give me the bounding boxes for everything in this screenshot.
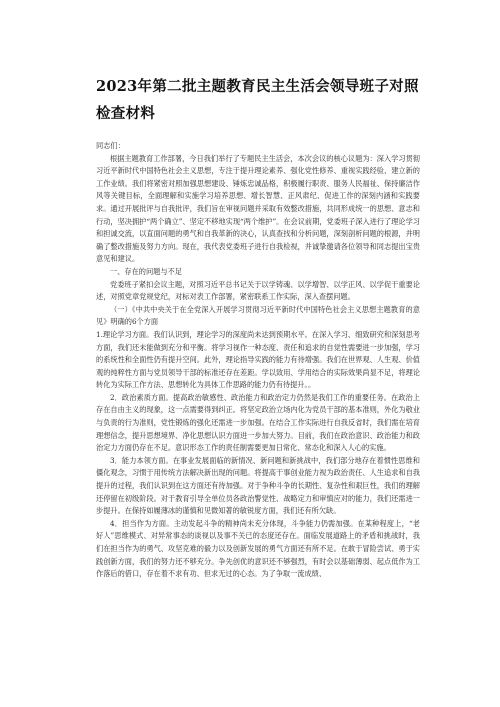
- paragraph-responsibility: 4．担当作为方面。主动发起斗争的精神尚未充分体现，斗争能力仍需加强。在某种程度上，“老好人”思维模式、对异常事态的谈视以及事不关已的态度还存在。面临发展道路上的矛盾和挑战时，我们在担当作为的勇气、攻坚克难的毅力以及创新发展的勇气方面还有所不足。在敢于冒险尝试、勇于实践创新方面，我们的努力还不够充分。争先创优的意识还不够强烈，有时会以基础薄弱、起点低作为工作落后的借口，存在着不求有功、但求无过的心态。为了争取一流成绩、: [96, 518, 420, 579]
- subsection-heading: （一）《中共中央关于在全党深入开展学习贯彻习近平新时代中国特色社会主义思想主题教育的意见》明确的6个方面: [96, 304, 420, 327]
- document-body: [96, 140, 420, 581]
- greeting: 同志们：: [96, 141, 125, 150]
- document-title: 2023年第二批主题教育民主生活会领导班子对照检查材料: [96, 78, 419, 122]
- paragraph-theory-study: 1.理论学习方面。我们认识到，理论学习的深度尚未达到预期水平。在深入学习、细致研究和深刻思考方面，我们还未能做到充分和平衡。将学习视作一种态度、责任和追求的自觉性需要进一步加强，学习的系统性和全面性仍有提升空间。此外，理论指导实践的能力有待增强。我们在世界观、人生观、价值观的纯粹性方面与党员领导干部的标准还存在差距。学以致用、学用结合的实际效果尚显不足，将理论转化为实际工作方法、思想转化为具体工作思路的能力仍有待提升。。: [96, 329, 420, 390]
- paragraph-section-1: 党委班子紧扣会议主题，对照习近平总书记关于以学铸魂、以学增智、以学正风、以学促干重要论述，对照党章党规党纪，对标对表工作部署，紧密联系工作实际，深入查摆问题。: [96, 279, 420, 302]
- paragraph-political-quality: 2．政治素质方面。提高政治敏感性、政治能力和政治定力仍然是我们工作的重要任务。在政治上存在自由主义的现象，这一点需要得到纠正。将坚定政治立场内化为党员干部的基本准则，外化为敬业与负责的行为准则，党性锻炼的强化还需进一步加强。在结合工作实际进行自我反省时，我们需在培育理想信念，提升思想境界、净化思想认识方面进一步加大努力。目前，我们在政治意识、政治能力和政治定力方面仍存在不足。意识形态工作的责任制需要更加日常化、常态化和深入人心的实施。: [96, 392, 420, 453]
- paragraph-ability: 3．能力本领方面。在事业发展面临的新情况、新问题和新挑战中，我们部分地存在着惯性思维和僵化观念，习惯于用传统方法解决新出现的问题。将提高干事创业能力视为政治责任、人生追求和自我提升的过程，我们认识到在这方面还有待加强。对于争种斗争的长期性、复杂性和艰巨性，我们的理解还停留在初级阶段。对于教育引导全单位员各政治警觉性、战略定力和审慎应对的能力，我们还需进一步提升。在保持如履薄冰的谨慎和见微知著的敏锐度方面，我们还有所欠缺。: [96, 455, 420, 516]
- section-heading-1: 一、存在的问题与不足: [110, 266, 182, 276]
- paragraph-intro: 根据主题教育工作部署，今日我们举行了专题民主生活会，本次会议的核心议题为：深入学习贯彻习近平新时代中国特色社会主义思想，专注于提升理论素养、强化党性修养、重视实践经验、建立新的工作业绩。我们将紧密对照加强思想建设、锤炼忠诚品格，积极履行职责、服务人民福祉、保持廉洁作风等关键目标，全面理解和实施学习培养思想、增长智慧、正风肃纪、促进工作的深刻内涵和实践要求。通过开展批评与自我批评，我们旨在审视问题并采取有效整改措施，共同形成统一的思想、意志和行动，坚决拥护“两个确立”、坚定不移地实现“两个维护”。在会议前期，党委班子深入进行了理论学习和担诚交流，以直面问题的勇气和自我革新的决心，认真查找和分析问题，深刻剖析问题的根源，并明确了整改措施及努力方向。现在，我代表党委班子进行自我检视，并诚挚邀请各位领导和同志提出宝贵意见和建议。: [96, 153, 420, 264]
